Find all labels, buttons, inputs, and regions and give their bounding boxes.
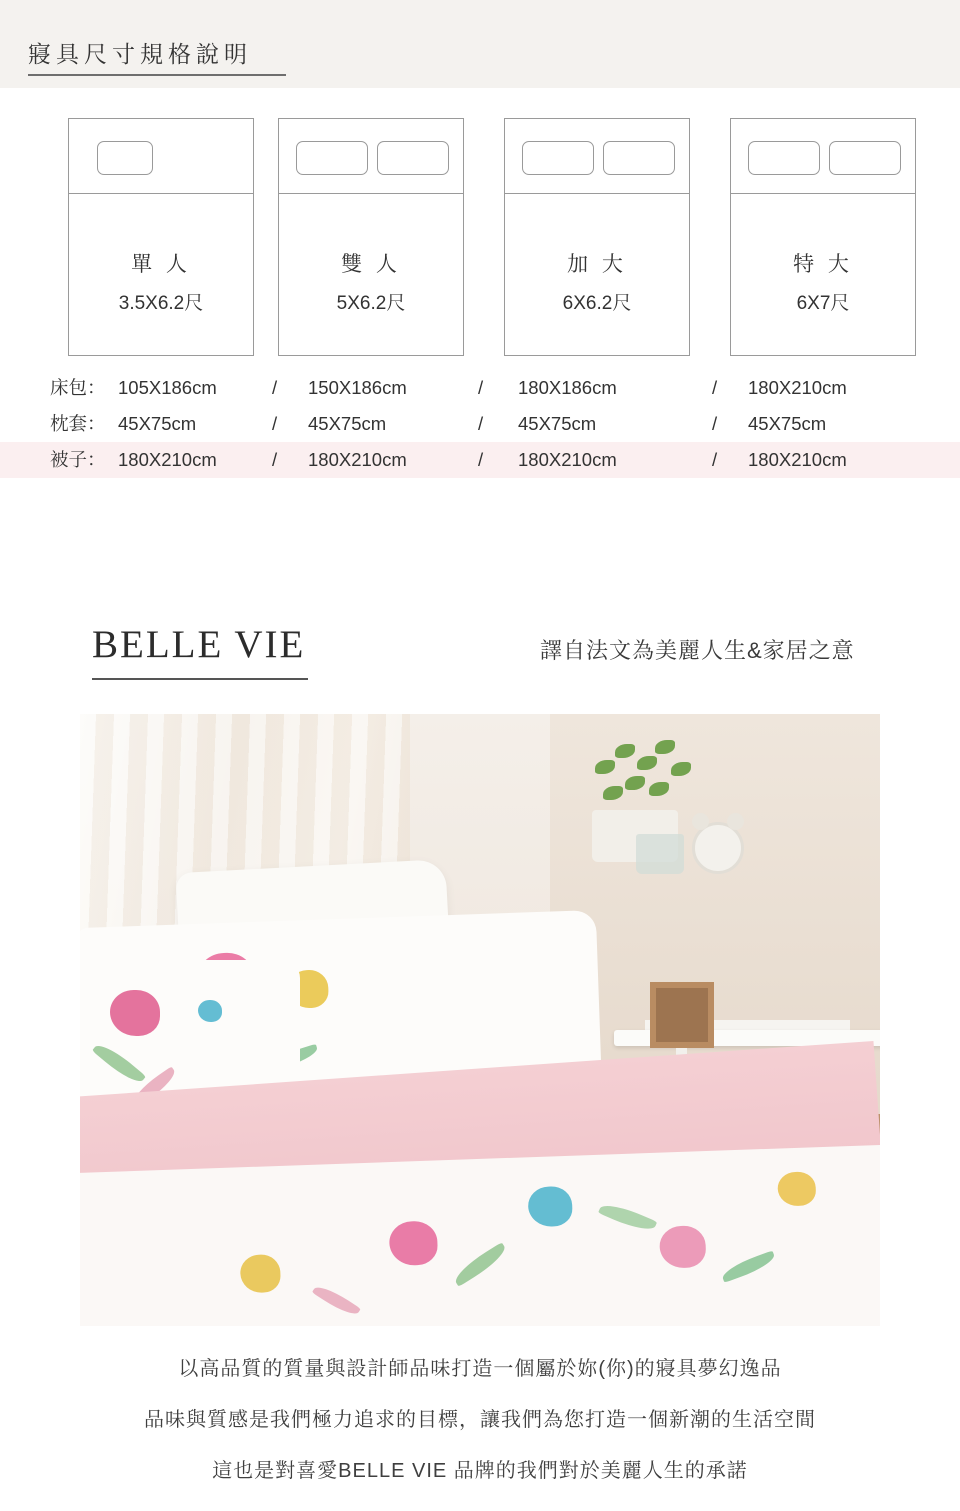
pillow-icon (296, 141, 368, 175)
alarm-clock-icon (692, 822, 744, 874)
product-photo (80, 714, 880, 1326)
pillow-icon (97, 141, 153, 175)
spec-label: 床包： (50, 377, 106, 398)
bed-name: 雙 人 (341, 253, 401, 276)
spec-value: 150X186cm (308, 377, 407, 398)
spec-value: 180X210cm (308, 449, 407, 470)
title-underline (28, 74, 286, 76)
headboard-icon (68, 118, 254, 193)
spec-separator: / (712, 449, 718, 470)
bed-diagram-single (68, 118, 254, 356)
spec-value: 180X210cm (748, 449, 847, 470)
footer-line-1: 以高品質的質量與設計師品味打造一個屬於妳(你)的寢具夢幻逸品 (178, 1358, 782, 1380)
table-row (0, 370, 960, 406)
brand-underline (92, 678, 308, 680)
headboard-icon (278, 118, 464, 193)
table-row (0, 406, 960, 442)
spec-value: 180X210cm (748, 377, 847, 398)
bed-diagram-king (730, 118, 916, 356)
footer-text (0, 1352, 960, 1483)
storage-box (650, 982, 714, 1048)
headboard-icon (504, 118, 690, 193)
spec-value: 45X75cm (118, 413, 197, 434)
bed-name: 加 大 (567, 253, 627, 276)
bed-diagram-group (0, 118, 960, 358)
pillow-icon (829, 141, 901, 175)
spec-separator: / (478, 377, 484, 398)
spec-separator: / (272, 413, 278, 434)
pillow-icon (603, 141, 675, 175)
spec-separator: / (272, 377, 278, 398)
pillow-icon (522, 141, 594, 175)
bed-diagram-double (278, 118, 464, 356)
spec-value: 180X186cm (518, 377, 617, 398)
spec-separator: / (478, 413, 484, 434)
pillow-icon (377, 141, 449, 175)
spec-separator: / (712, 377, 718, 398)
spec-value: 45X75cm (308, 413, 387, 434)
footer-line-3: 這也是對喜愛BELLE VIE 品牌的我們對於美麗人生的承諾 (212, 1460, 748, 1482)
spec-separator: / (272, 449, 278, 470)
spec-separator: / (478, 449, 484, 470)
pillow-icon (748, 141, 820, 175)
bed-size: 6X6.2尺 (562, 293, 632, 314)
bed-size: 5X6.2尺 (336, 293, 406, 314)
spec-separator: / (712, 413, 718, 434)
table-row (0, 442, 960, 478)
bed-name: 特 大 (793, 253, 853, 276)
headboard-icon (730, 118, 916, 193)
duvet-printed-side (80, 1144, 880, 1326)
bed-size: 3.5X6.2尺 (118, 293, 204, 314)
spec-value: 180X210cm (118, 449, 217, 470)
page-title: 寢具尺寸規格說明 (28, 41, 252, 67)
spec-value: 105X186cm (118, 377, 217, 398)
mug-icon (636, 834, 684, 874)
brand-name: BELLE VIE (92, 623, 306, 666)
bed-diagram-queen (504, 118, 690, 356)
spec-label: 被子： (50, 449, 106, 470)
footer-line-2: 品味與質感是我們極力追求的目標，讓我們為您打造一個新潮的生活空間 (144, 1409, 816, 1431)
spec-value: 45X75cm (748, 413, 827, 434)
bed-name: 單 人 (131, 253, 191, 276)
brand-description: 譯自法文為美麗人生&家居之意 (540, 638, 855, 663)
spec-label: 枕套： (50, 413, 106, 434)
spec-table (0, 370, 960, 478)
spec-value: 45X75cm (518, 413, 597, 434)
bed-size: 6X7尺 (796, 293, 850, 314)
spec-value: 180X210cm (518, 449, 617, 470)
plant-icon (585, 734, 695, 814)
